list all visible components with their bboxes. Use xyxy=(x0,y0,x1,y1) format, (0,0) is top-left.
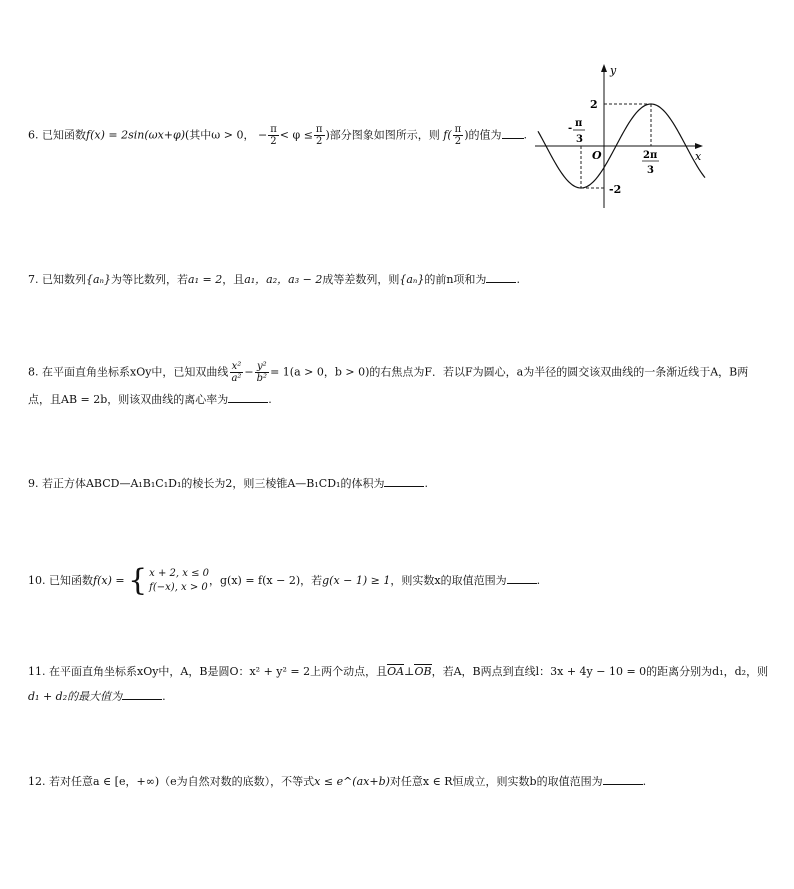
sine-graph xyxy=(535,60,710,210)
x-axis-label: x xyxy=(695,150,702,163)
max-value-label: 2 xyxy=(590,98,598,111)
answer-blank[interactable] xyxy=(122,688,162,700)
question-11-line-2: d₁ + d₂的最大值为 . xyxy=(28,690,166,703)
y-axis-arrow xyxy=(601,64,607,72)
answer-blank[interactable] xyxy=(507,572,537,584)
fraction: $\frac{\pi}{2}$ xyxy=(270,124,277,147)
right-tick-num: 2π xyxy=(643,150,658,161)
origin-label: O xyxy=(592,149,602,162)
answer-blank[interactable] xyxy=(486,271,516,283)
y-axis-label: y xyxy=(610,64,617,77)
fraction: $\frac{\pi}{2}$ xyxy=(454,124,462,147)
x-axis-arrow xyxy=(695,143,703,149)
question-9: 9. 若正方体ABCD—A₁B₁C₁D₁的棱长为2，则三棱锥A—B₁CD₁的体积为 . xyxy=(28,477,428,490)
min-value-label: -2 xyxy=(609,183,622,196)
fraction: $\frac{\text{x²}}{\text{a²}}$ xyxy=(231,361,242,384)
question-6: 6. 已知函数f(x) = 2sin(ωx+φ)(其中ω > 0， − $\frac{\pi}{2}$ < φ ≤ $\frac{\pi}{2}$ )部分图象如图所示，则 f( $\frac{\pi}{2}$ )的值为 . xyxy=(28,124,528,147)
question-7: 7. 已知数列{aₙ}为等比数列，若a₁ = 2，且a₁，a₂，a₃ − 2成等差数列，则{aₙ}的前n项和为 . xyxy=(28,273,520,286)
question-8-line-2: 点，且AB = 2b，则该双曲线的离心率为 . xyxy=(28,393,272,406)
question-12: 12. 若对任意a ∈ [e，+∞)（e为自然对数的底数），不等式x ≤ e^(ax+b)对任意x ∈ R恒成立，则实数b的取值范围为 . xyxy=(28,775,647,788)
answer-blank[interactable] xyxy=(502,127,524,139)
left-tick-num: π xyxy=(575,118,583,129)
right-tick-den: 3 xyxy=(647,165,654,176)
vector-ob: OB xyxy=(414,665,432,678)
question-11: 11. 在平面直角坐标系xOy中，A，B是圆O：x² + y² = 2上两个动点，且OA⊥OB，若A，B两点到直线l：3x + 4y − 10 = 0的距离分别为d₁，d₂，则 xyxy=(28,665,769,678)
answer-blank[interactable] xyxy=(384,475,424,487)
answer-blank[interactable] xyxy=(228,391,268,403)
question-10: 10. 已知函数f(x) = { x + 2, x ≤ 0 f(−x), x > 0 ，g(x) = f(x − 2)，若g(x − 1) ≥ 1，则实数x的取值范围为 . xyxy=(28,563,541,598)
left-tick-sign: - xyxy=(568,123,573,134)
fraction: $\frac{\pi}{2}$ xyxy=(315,124,323,147)
question-8: 8. 在平面直角坐标系xOy中，已知双曲线 $\frac{\text{x²}}{\text{a²}}$ − $\frac{\text{y²}}{\text{b²}}$ = 1(a > 0，b > 0)的右焦点为F．若以F为圆心，a为半径的圆交该双曲线的一条渐近线于A，B两 xyxy=(28,361,749,384)
left-tick-den: 3 xyxy=(576,134,583,145)
piecewise-definition: { x + 2, x ≤ 0 f(−x), x > 0 xyxy=(128,563,210,598)
vector-oa: OA xyxy=(387,665,405,678)
fraction: $\frac{\text{y²}}{\text{b²}}$ xyxy=(256,361,268,384)
answer-blank[interactable] xyxy=(603,773,643,785)
